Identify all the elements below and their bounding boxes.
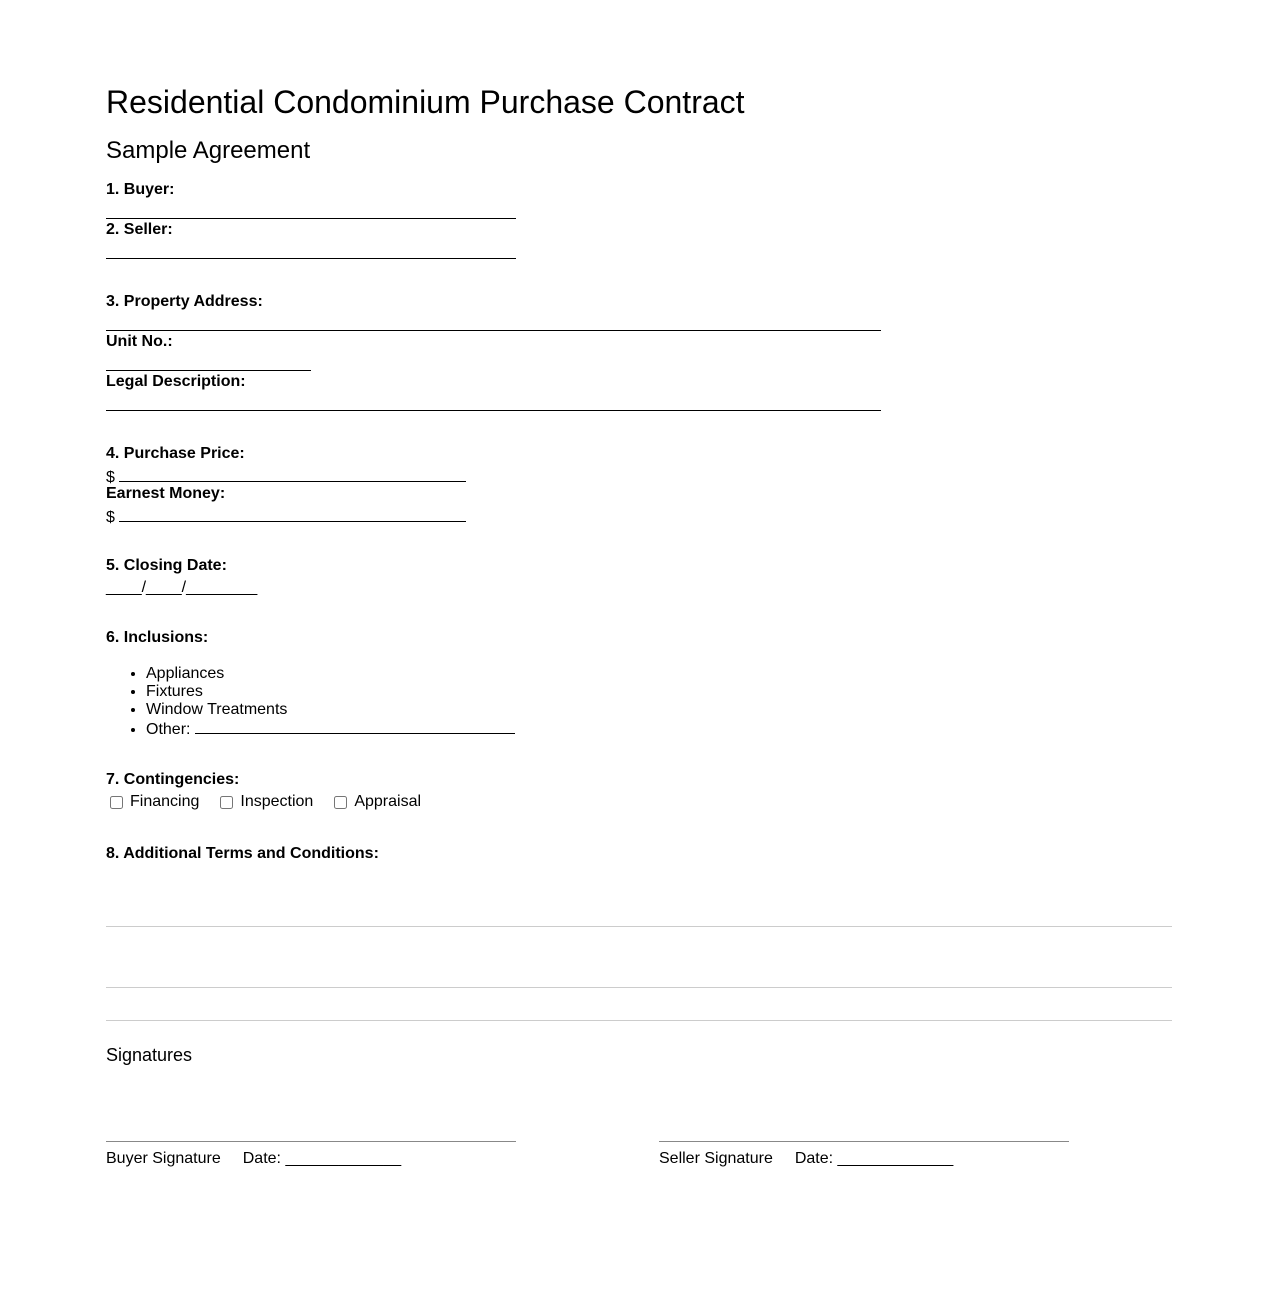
buyer-field[interactable]	[106, 218, 516, 219]
legal-description-field[interactable]	[106, 410, 881, 411]
contingency-appraisal[interactable]: Appraisal	[330, 793, 421, 811]
unit-no-label: Unit No.:	[106, 333, 173, 350]
buyer-signature-label: Buyer Signature	[106, 1150, 221, 1167]
appraisal-checkbox[interactable]	[334, 796, 347, 809]
earnest-money-row	[106, 507, 466, 527]
closing-date-label: 5. Closing Date:	[106, 557, 227, 574]
financing-checkbox[interactable]	[110, 796, 123, 809]
inspection-checkbox[interactable]	[220, 796, 233, 809]
currency-symbol: $	[106, 509, 115, 526]
purchase-price-row	[106, 467, 466, 487]
contingency-inspection[interactable]: Inspection	[216, 793, 313, 811]
currency-symbol: $	[106, 469, 115, 486]
page-subtitle: Sample Agreement	[106, 137, 311, 164]
seller-signature-label: Seller Signature	[659, 1150, 773, 1167]
closing-date-field[interactable]: ____/____/________	[106, 579, 258, 596]
seller-signature-field[interactable]	[659, 1141, 1069, 1142]
signatures-heading: Signatures	[106, 1045, 193, 1065]
earnest-money-label: Earnest Money:	[106, 485, 226, 502]
unit-no-field[interactable]	[106, 370, 311, 371]
buyer-label: 1. Buyer:	[106, 181, 175, 198]
list-item: • Other:	[146, 719, 515, 739]
contingency-financing[interactable]: Financing	[106, 793, 199, 811]
seller-date-field[interactable]: _____________	[837, 1150, 954, 1167]
purchase-price-label: 4. Purchase Price:	[106, 445, 245, 462]
buyer-signature-field[interactable]	[106, 1141, 516, 1142]
contingencies-label: 7. Contingencies:	[106, 771, 240, 788]
buyer-date-label: Date:	[242, 1150, 281, 1167]
terms-line-1[interactable]	[106, 926, 1172, 927]
list-item: • Window Treatments	[146, 701, 515, 719]
buyer-signature-block	[106, 1150, 401, 1168]
additional-terms-label: 8. Additional Terms and Conditions:	[106, 845, 379, 862]
seller-field[interactable]	[106, 258, 516, 259]
terms-line-2[interactable]	[106, 987, 1172, 988]
inclusions-list	[106, 665, 515, 739]
other-inclusion-field[interactable]	[195, 719, 515, 734]
inclusions-label: 6. Inclusions:	[106, 629, 209, 646]
purchase-price-field[interactable]	[119, 467, 466, 482]
section-divider	[106, 1020, 1172, 1021]
contingencies-options	[106, 793, 438, 811]
seller-label: 2. Seller:	[106, 221, 173, 238]
list-item: • Appliances	[146, 665, 515, 683]
legal-description-label: Legal Description:	[106, 373, 246, 390]
earnest-money-field[interactable]	[119, 507, 466, 522]
seller-date-label: Date:	[794, 1150, 834, 1167]
seller-signature-block	[659, 1150, 953, 1168]
property-address-field[interactable]	[106, 330, 881, 331]
list-item: • Fixtures	[146, 683, 515, 701]
buyer-date-field[interactable]: _____________	[285, 1150, 402, 1167]
property-address-label: 3. Property Address:	[106, 293, 263, 310]
page-title: Residential Condominium Purchase Contract	[106, 84, 745, 120]
